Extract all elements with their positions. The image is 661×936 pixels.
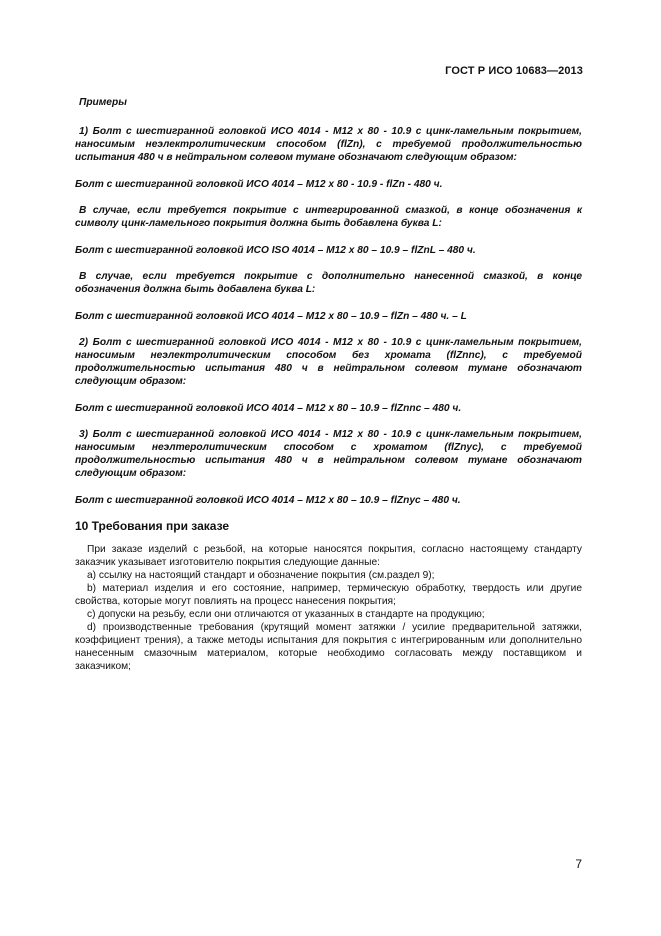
example-1-designation: Болт с шестигранной головкой ИСО 4014 – М12 х 80 - 10.9 - flZn - 480 ч. [75,179,443,190]
page-content [75,96,582,673]
example-1-text: 1) Болт с шестигранной головкой ИСО 4014 - М12 х 80 - 10.9 с цинк-ламельным покрытием, наносимым неэлектролитическим способом (flZn), с требуемой продолжительностью испытания 480 ч в нейтральном солевом тумане обозначают следующим образом: [75,126,582,163]
additional-lubricant-note: В случае, если требуется покрытие с дополнительно нанесенной смазкой, в конце обозначения должна быть добавлена буква L: [75,271,582,295]
example-1-designation-extra-l: Болт с шестигранной головкой ИСО 4014 – М12 х 80 – 10.9 – flZn – 480 ч. – L [75,311,467,322]
example-3-text: 3) Болт с шестигранной головкой ИСО 4014 - М12 х 80 - 10.9 с цинк-ламельным покрытием, наносимым неэлтеролитическим способом с хроматом (flZnyc), с требуемой продолжительностью испытания 480 ч в нейтральном солевом тумане обозначают следующим образом: [75,429,582,479]
requirement-d: d) производственные требования (крутящий момент затяжки / усилие предварительной затяжки, коэффициент трения), а также методы испытания для покрытия с интегрированным или дополнительно нанесенным смазочным материалом, которые необходимо согласовать между поставщиком и заказчиком; [75,622,582,672]
page-number: 7 [575,857,582,871]
section-10-intro: При заказе изделий с резьбой, на которые наносятся покрытия, согласно настоящему стандарту заказчик указывает изготовителю покрытия следующие данные: [75,544,582,568]
document-header: ГОСТ Р ИСО 10683—2013 [445,65,583,77]
requirement-c: с) допуски на резьбу, если они отличаются от указанных в стандарте на продукцию; [87,609,485,620]
example-2-text: 2) Болт с шестигранной головкой ИСО 4014 - М12 х 80 - 10.9 с цинк-ламельным покрытием, наносимым неэлектролитическим способом без хромата (flZnnc), с требуемой продолжительностью испытания 480 ч в нейтральном солевом тумане обозначают следующим образом: [75,337,582,387]
integrated-lubricant-note: В случае, если требуется покрытие с интегрированной смазкой, в конце обозначения к символу цинк-ламельного покрытия должна быть добавлена буква L: [75,205,582,229]
examples-heading: Примеры [79,97,127,108]
section-10-title: 10 Требования при заказе [75,519,230,533]
requirement-b: b) материал изделия и его состояние, например, термическую обработку, твердость или другие свойства, которые могут повлиять на процесс нанесения покрытия; [75,583,582,607]
requirement-a: а) ссылку на настоящий стандарт и обозначение покрытия (см.раздел 9); [87,570,435,581]
example-3-designation: Болт с шестигранной головкой ИСО 4014 – М12 х 80 – 10.9 – flZnyc – 480 ч. [75,495,461,506]
example-2-designation: Болт с шестигранной головкой ИСО 4014 – М12 х 80 – 10.9 – flZnnc – 480 ч. [75,403,462,414]
example-1-designation-l: Болт с шестигранной головкой ИСО ISO 4014 – М12 х 80 – 10.9 – flZnL – 480 ч. [75,245,476,256]
